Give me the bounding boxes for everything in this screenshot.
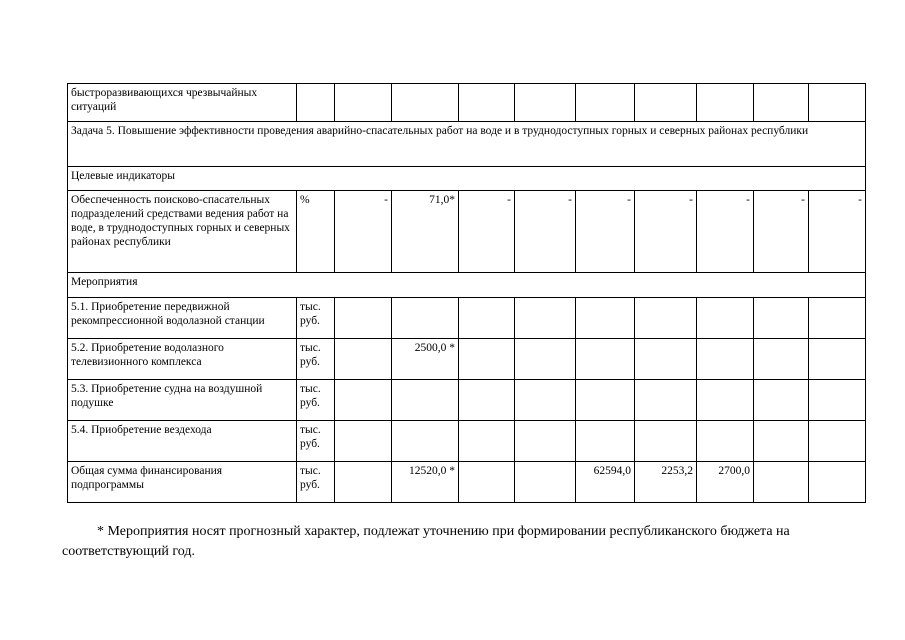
measure-name: 5.3. Приобретение судна на воздушной подушке <box>68 380 297 421</box>
value-cell: - <box>576 191 635 273</box>
value-cell <box>392 298 459 339</box>
value-cell <box>515 298 576 339</box>
value-cell <box>754 421 809 462</box>
value-cell <box>809 421 866 462</box>
footnote: * Мероприятия носят прогнозный характер, подлежат уточнению при формировании республиканского бюджета на соответствующий год. <box>62 524 790 559</box>
value-cell <box>576 298 635 339</box>
section-row <box>68 167 866 191</box>
indicator-name: Обеспеченность поисково-спасательных подразделений средствами ведения работ на воде, в труднодоступных горных и северных районах республики <box>68 191 297 273</box>
value-cell <box>335 339 392 380</box>
value-cell <box>459 298 515 339</box>
value-cell: 71,0* <box>392 191 459 273</box>
value-cell <box>697 421 754 462</box>
value-cell <box>392 421 459 462</box>
indicator-row <box>68 191 866 273</box>
value-cell: - <box>697 191 754 273</box>
value-cell <box>635 339 697 380</box>
measures-header: Мероприятия <box>68 273 866 298</box>
value-cell: - <box>635 191 697 273</box>
value-cell <box>635 380 697 421</box>
value-cell: - <box>809 191 866 273</box>
table-row <box>68 84 866 122</box>
value-cell <box>576 421 635 462</box>
measure-unit: тыс. руб. <box>297 339 335 380</box>
section-row <box>68 273 866 298</box>
value-cell <box>459 380 515 421</box>
value-cell <box>635 421 697 462</box>
value-cell <box>635 298 697 339</box>
value-cell: 2253,2 <box>635 462 697 503</box>
value-cell <box>335 462 392 503</box>
task-row <box>68 122 866 167</box>
value-cell <box>392 380 459 421</box>
value-cell <box>576 380 635 421</box>
value-cell <box>335 380 392 421</box>
value-cell: 12520,0 * <box>392 462 459 503</box>
value-cell: - <box>754 191 809 273</box>
value-cell <box>754 298 809 339</box>
measure-unit: тыс. руб. <box>297 462 335 503</box>
value-cell <box>754 339 809 380</box>
measure-name: 5.2. Приобретение водолазного телевизионного комплекса <box>68 339 297 380</box>
value-cell: 2500,0 * <box>392 339 459 380</box>
measure-row <box>68 421 866 462</box>
value-cell <box>459 421 515 462</box>
task-title: Задача 5. Повышение эффективности проведения аварийно-спасательных работ на воде и в труднодоступных горных и северных районах республики <box>68 122 866 167</box>
measure-name: 5.4. Приобретение вездехода <box>68 421 297 462</box>
measure-name: 5.1. Приобретение передвижной рекомпрессионной водолазной станции <box>68 298 297 339</box>
value-cell <box>697 339 754 380</box>
value-cell: - <box>515 191 576 273</box>
measure-row <box>68 380 866 421</box>
value-cell <box>335 421 392 462</box>
value-cell <box>515 380 576 421</box>
indicator-unit: % <box>297 191 335 273</box>
measure-unit: тыс. руб. <box>297 298 335 339</box>
program-table <box>67 83 866 503</box>
measure-name: Общая сумма финансирования подпрограммы <box>68 462 297 503</box>
value-cell <box>697 380 754 421</box>
value-cell <box>754 462 809 503</box>
value-cell <box>697 298 754 339</box>
value-cell: 2700,0 <box>697 462 754 503</box>
value-cell <box>809 298 866 339</box>
value-cell: 62594,0 <box>576 462 635 503</box>
value-cell <box>459 462 515 503</box>
value-cell <box>576 339 635 380</box>
indicators-header: Целевые индикаторы <box>68 167 866 191</box>
value-cell <box>515 339 576 380</box>
value-cell <box>809 380 866 421</box>
measure-unit: тыс. руб. <box>297 421 335 462</box>
value-cell <box>809 339 866 380</box>
value-cell <box>335 298 392 339</box>
value-cell <box>754 380 809 421</box>
row-label: быстроразвивающихся чрезвычайных ситуаций <box>68 84 297 122</box>
value-cell: - <box>335 191 392 273</box>
measure-row <box>68 462 866 503</box>
value-cell <box>515 462 576 503</box>
measure-row <box>68 298 866 339</box>
measure-row <box>68 339 866 380</box>
value-cell <box>809 462 866 503</box>
value-cell <box>459 339 515 380</box>
measure-unit: тыс. руб. <box>297 380 335 421</box>
value-cell: - <box>459 191 515 273</box>
value-cell <box>515 421 576 462</box>
